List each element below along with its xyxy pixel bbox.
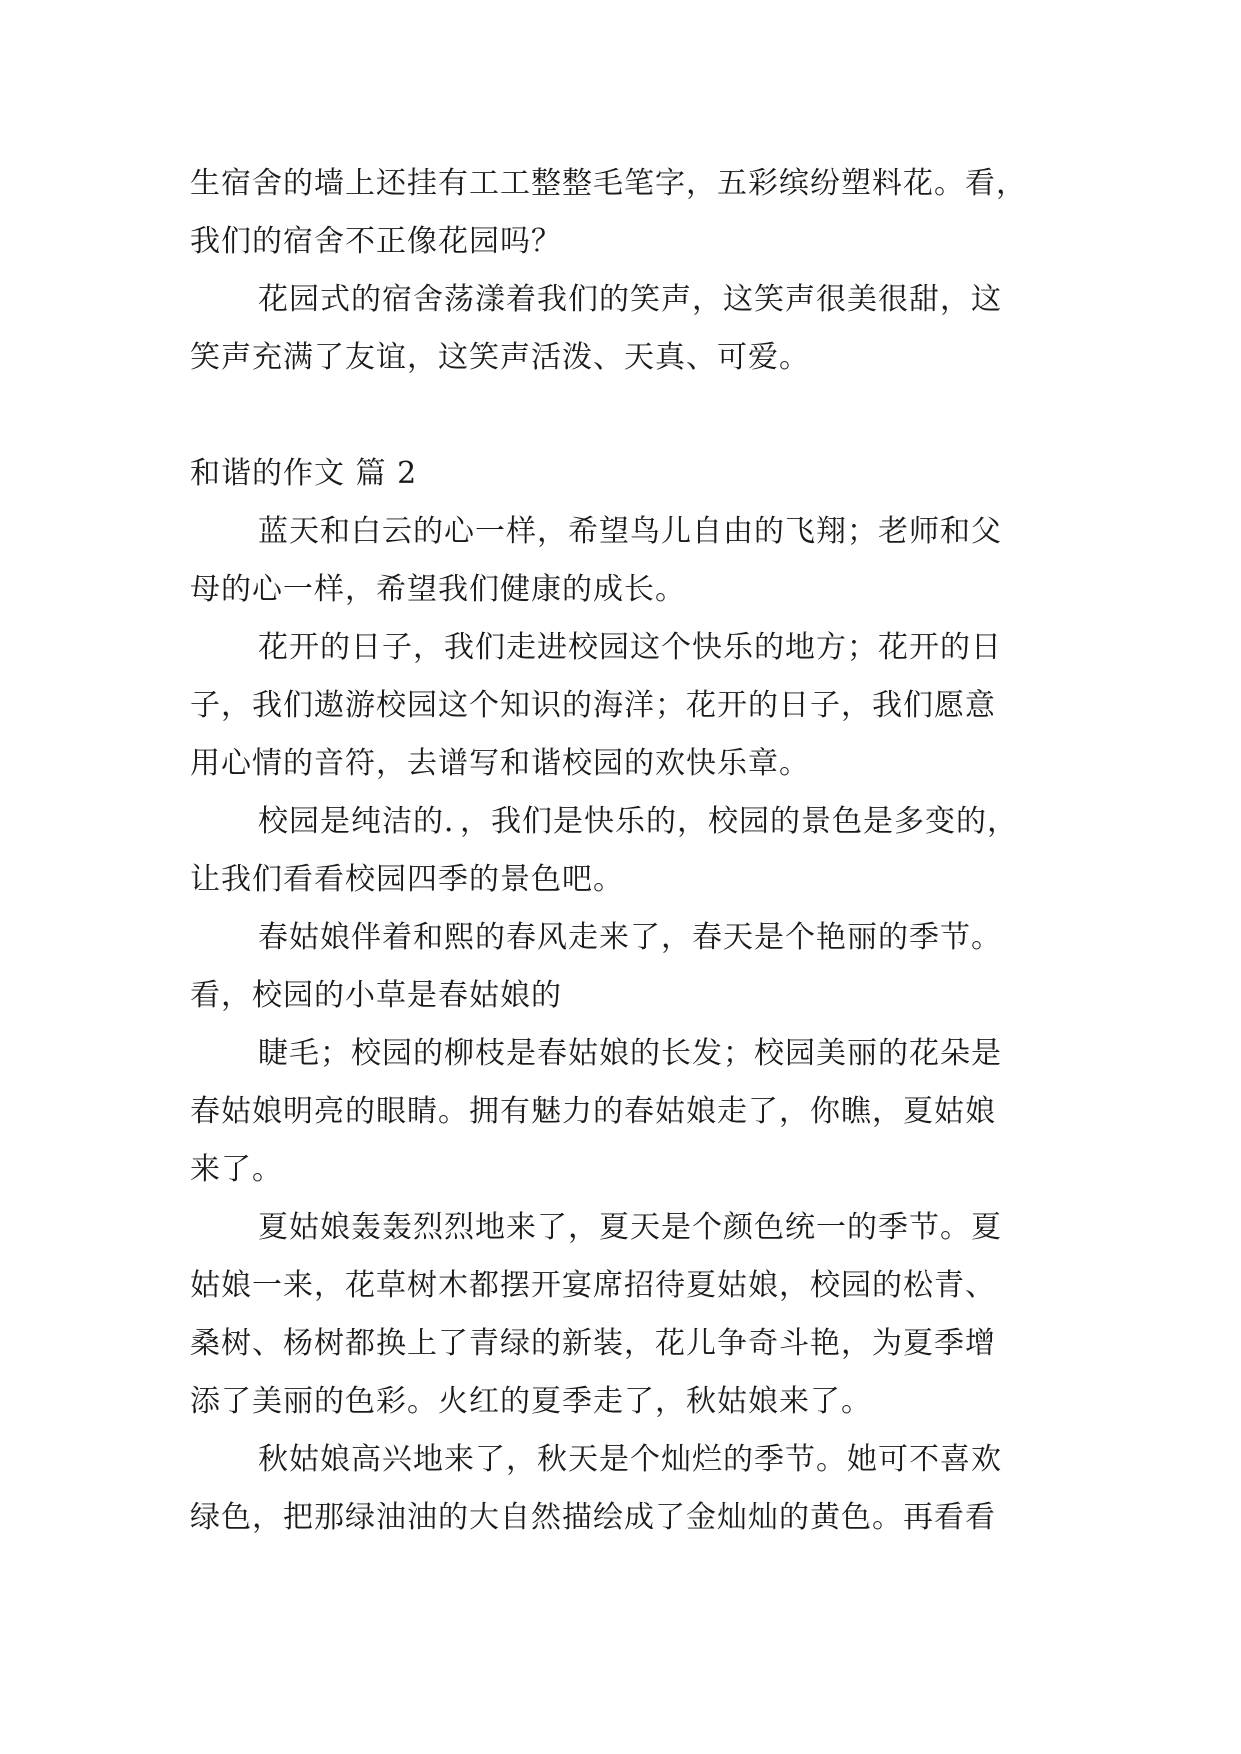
text-line: 看，校园的小草是春姑娘的 bbox=[190, 978, 562, 1013]
text-line: 绿色，把那绿油油的大自然描绘成了金灿灿的黄色。再看看 bbox=[190, 1500, 996, 1535]
text-line: 睫毛；校园的柳枝是春姑娘的长发；校园美丽的花朵是 bbox=[258, 1036, 1002, 1071]
text-line: 来了。 bbox=[190, 1152, 283, 1187]
text-line: 花园式的宿舍荡漾着我们的笑声，这笑声很美很甜，这 bbox=[258, 282, 1002, 317]
text-line: 让我们看看校园四季的景色吧。 bbox=[190, 862, 624, 897]
text-line: 秋姑娘高兴地来了，秋天是个灿烂的季节。她可不喜欢 bbox=[258, 1442, 1002, 1477]
text-line: 我们的宿舍不正像花园吗？ bbox=[190, 224, 562, 259]
text-line: 桑树、杨树都换上了青绿的新装，花儿争奇斗艳，为夏季增 bbox=[190, 1326, 996, 1361]
text-line: 笑声充满了友谊，这笑声活泼、天真、可爱。 bbox=[190, 340, 810, 375]
text-line: 校园是纯洁的．，我们是快乐的，校园的景色是多变的， bbox=[258, 804, 1018, 839]
text-line: 春姑娘伴着和熙的春风走来了，春天是个艳丽的季节。 bbox=[258, 920, 1002, 955]
text-line: 夏姑娘轰轰烈烈地来了，夏天是个颜色统一的季节。夏 bbox=[258, 1210, 1002, 1245]
text-line: 姑娘一来，花草树木都摆开宴席招待夏姑娘，校园的松青、 bbox=[190, 1268, 996, 1303]
text-line: 子，我们遨游校园这个知识的海洋；花开的日子，我们愿意 bbox=[190, 688, 996, 723]
text-line: 春姑娘明亮的眼睛。拥有魅力的春姑娘走了，你瞧，夏姑娘 bbox=[190, 1094, 996, 1129]
text-line: 生宿舍的墙上还挂有工工整整毛笔字，五彩缤纷塑料花。看， bbox=[190, 166, 1027, 201]
text-line: 用心情的音符，去谱写和谐校园的欢快乐章。 bbox=[190, 746, 810, 781]
text-line: 花开的日子，我们走进校园这个快乐的地方；花开的日 bbox=[258, 630, 1002, 665]
text-line: 母的心一样，希望我们健康的成长。 bbox=[190, 572, 686, 607]
section-heading: 和谐的作文 篇 2 bbox=[190, 456, 418, 491]
text-line: 蓝天和白云的心一样，希望鸟儿自由的飞翔；老师和父 bbox=[258, 514, 1002, 549]
text-line: 添了美丽的色彩。火红的夏季走了，秋姑娘来了。 bbox=[190, 1384, 872, 1419]
